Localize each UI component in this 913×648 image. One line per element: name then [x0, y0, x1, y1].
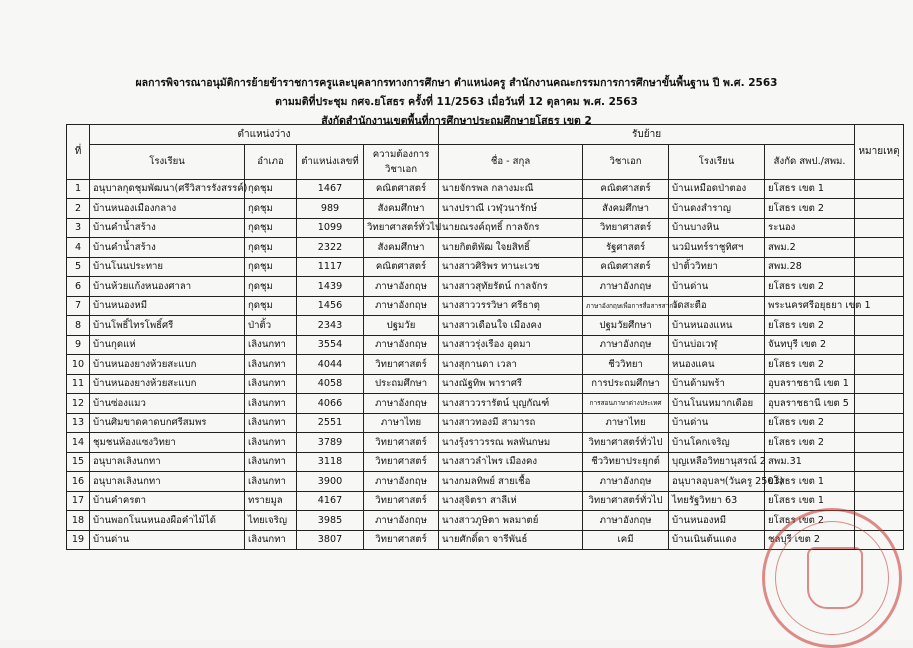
header-position-no: ตำแหน่งเลขที่	[297, 144, 364, 179]
table-row	[67, 277, 904, 297]
cell-requirement: สังคมศึกษา	[364, 238, 439, 258]
cell-from-school: ป่าติ้ววิทยา	[669, 257, 765, 277]
cell-requirement: ภาษาอังกฤษ	[364, 335, 439, 355]
cell-requirement: วิทยาศาสตร์	[364, 491, 439, 511]
cell-name: นายจักรพล กลางมะณี	[439, 179, 583, 199]
cell-from-school: ไทยรัฐวิทยา 63	[669, 491, 765, 511]
cell-name: นายณรงค์ฤทธิ์ กาลจักร	[439, 218, 583, 238]
cell-requirement: ภาษาอังกฤษ	[364, 472, 439, 492]
cell-position-no: 3554	[297, 335, 364, 355]
cell-major: ชีววิทยาประยุกต์	[583, 452, 669, 472]
cell-remark	[855, 199, 904, 219]
cell-requirement: ประถมศึกษา	[364, 374, 439, 394]
cell-name: นางสาวรุ่งเรือง อุดมา	[439, 335, 583, 355]
cell-major: วิทยาศาสตร์ทั่วไป	[583, 433, 669, 453]
cell-remark	[855, 491, 904, 511]
header-name: ชื่อ - สกุล	[439, 144, 583, 179]
header-requirement: ความต้องการ วิชาเอก	[364, 144, 439, 179]
cell-name: นางกมลทิพย์ สายเชื้อ	[439, 472, 583, 492]
cell-affiliation: ยโสธร เขต 2	[765, 316, 855, 336]
header-no: ที่	[67, 125, 90, 180]
cell-from-school: บ้านด่าน	[669, 413, 765, 433]
cell-name: นางรุ้งราวรรณ พลพันกษม	[439, 433, 583, 453]
cell-affiliation: สพม.28	[765, 257, 855, 277]
cell-position-no: 4058	[297, 374, 364, 394]
cell-major: ภาษาอังกฤษเพื่อการสื่อสารสากล	[583, 296, 669, 316]
cell-affiliation: ยโสธร เขต 1	[765, 472, 855, 492]
cell-affiliation: อุบลราชธานี เขต 5	[765, 394, 855, 414]
cell-name: นายกิตติพัฒ ใจยสิทธิ์	[439, 238, 583, 258]
cell-requirement: ภาษาอังกฤษ	[364, 394, 439, 414]
cell-district: เลิงนกทา	[245, 452, 297, 472]
cell-position-no: 4066	[297, 394, 364, 414]
cell-requirement: คณิตศาสตร์	[364, 257, 439, 277]
cell-from-school: บ้านโคกเจริญ	[669, 433, 765, 453]
cell-from-school: บ้านหนองหมี	[669, 511, 765, 531]
cell-school: บ้านห้วยแก้งหนองศาลา	[90, 277, 245, 297]
cell-position-no: 4044	[297, 355, 364, 375]
cell-major: วิทยาศาสตร์ทั่วไป	[583, 491, 669, 511]
header-from-school: โรงเรียน	[669, 144, 765, 179]
table-row	[67, 374, 904, 394]
cell-name: นางสาวสุทัยรัตน์ กาลจักร	[439, 277, 583, 297]
cell-from-school: บ้านบางหิน	[669, 218, 765, 238]
title-line-1: ผลการพิจารณาอนุมัติการย้ายข้าราชการครูและบุคลากรทางการศึกษา ตำแหน่งครู สำนักงานคณะกรรมการการศึกษาขั้นพื้นฐาน ปี พ.ศ. 2563	[135, 77, 778, 89]
cell-no: 14	[67, 433, 90, 453]
cell-no: 17	[67, 491, 90, 511]
cell-affiliation: อุบลราชธานี เขต 1	[765, 374, 855, 394]
cell-affiliation: ยโสธร เขต 1	[765, 179, 855, 199]
cell-remark	[855, 179, 904, 199]
cell-requirement: สังคมศึกษา	[364, 199, 439, 219]
cell-affiliation: ยโสธร เขต 2	[765, 199, 855, 219]
cell-position-no: 1439	[297, 277, 364, 297]
cell-position-no: 3985	[297, 511, 364, 531]
cell-position-no: 2551	[297, 413, 364, 433]
transfer-table	[66, 124, 904, 550]
cell-remark	[855, 433, 904, 453]
cell-no: 5	[67, 257, 90, 277]
table-body	[67, 179, 904, 550]
cell-remark	[855, 355, 904, 375]
cell-from-school: บ้านด้ามพร้า	[669, 374, 765, 394]
cell-major: ภาษาไทย	[583, 413, 669, 433]
cell-position-no: 2322	[297, 238, 364, 258]
cell-no: 4	[67, 238, 90, 258]
cell-remark	[855, 316, 904, 336]
cell-no: 2	[67, 199, 90, 219]
table-row	[67, 296, 904, 316]
cell-affiliation: ยโสธร เขต 2	[765, 413, 855, 433]
header-major: วิชาเอก	[583, 144, 669, 179]
cell-from-school: บ้านโนนหมากเดือย	[669, 394, 765, 414]
cell-position-no: 4167	[297, 491, 364, 511]
cell-no: 7	[67, 296, 90, 316]
cell-major: การประถมศึกษา	[583, 374, 669, 394]
header-receive-group: รับย้าย	[439, 125, 855, 145]
cell-from-school: หนองแคน	[669, 355, 765, 375]
cell-name: นางสาววรรวิษา ศรีธาตุ	[439, 296, 583, 316]
cell-name: นางสาววรารัตน์ บุญกัณฑ์	[439, 394, 583, 414]
cell-from-school: บ้านเนินต้นแดง	[669, 530, 765, 550]
cell-affiliation: ยโสธร เขต 2	[765, 355, 855, 375]
cell-school: บ้านกุดแห่	[90, 335, 245, 355]
cell-from-school: นวมินทร์ราชูทิศฯ	[669, 238, 765, 258]
table-row	[67, 413, 904, 433]
cell-school: อนุบาลกุดชุมพัฒนา(ศรีวิสารรังสรรค์)	[90, 179, 245, 199]
cell-requirement: วิทยาศาสตร์	[364, 355, 439, 375]
cell-from-school: บ้านหนองแหน	[669, 316, 765, 336]
header-remark: หมายเหตุ	[855, 125, 904, 180]
cell-affiliation: สพม.2	[765, 238, 855, 258]
cell-school: บ้านโนนประทาย	[90, 257, 245, 277]
cell-name: นางณัฐทิพ พาราศรี	[439, 374, 583, 394]
cell-affiliation: ยโสธร เขต 2	[765, 277, 855, 297]
cell-major: คณิตศาสตร์	[583, 179, 669, 199]
header-school: โรงเรียน	[90, 144, 245, 179]
cell-from-school: อนุบาลอุบลฯ(วันครู 2503)	[669, 472, 765, 492]
cell-district: เลิงนกทา	[245, 355, 297, 375]
cell-district: เลิงนกทา	[245, 374, 297, 394]
cell-requirement: วิทยาศาสตร์	[364, 433, 439, 453]
table-row	[67, 199, 904, 219]
cell-no: 10	[67, 355, 90, 375]
cell-affiliation: ยโสธร เขต 1	[765, 491, 855, 511]
cell-requirement: วิทยาศาสตร์ทั่วไป	[364, 218, 439, 238]
cell-name: นางสาวลำไพร เมืองคง	[439, 452, 583, 472]
cell-no: 6	[67, 277, 90, 297]
cell-district: เลิงนกทา	[245, 413, 297, 433]
cell-major: วิทยาศาสตร์	[583, 218, 669, 238]
cell-from-school: บุญเหลือวิทยานุสรณ์ 2	[669, 452, 765, 472]
cell-school: บ้านด่าน	[90, 530, 245, 550]
table-row	[67, 355, 904, 375]
cell-major: ปฐมวัยศึกษา	[583, 316, 669, 336]
cell-school: บ้านซ่องแมว	[90, 394, 245, 414]
cell-district: กุดชุม	[245, 238, 297, 258]
cell-from-school: บ้านด่าน	[669, 277, 765, 297]
cell-remark	[855, 277, 904, 297]
cell-school: บ้านพอกโนนหนองผือคำไม้ได้	[90, 511, 245, 531]
table-row	[67, 179, 904, 199]
cell-school: บ้านศิมขาดคาดบกศรีสมพร	[90, 413, 245, 433]
table-row	[67, 257, 904, 277]
cell-remark	[855, 374, 904, 394]
cell-name: นางสาวภูษิตา พลมาตย์	[439, 511, 583, 531]
table-row	[67, 394, 904, 414]
table-row	[67, 511, 904, 531]
cell-position-no: 3789	[297, 433, 364, 453]
cell-no: 18	[67, 511, 90, 531]
cell-remark	[855, 413, 904, 433]
cell-school: บ้านหนองยางห้วยสะแบก	[90, 374, 245, 394]
cell-school: บ้านคำน้ำสร้าง	[90, 218, 245, 238]
cell-affiliation: ระนอง	[765, 218, 855, 238]
cell-position-no: 1467	[297, 179, 364, 199]
cell-district: เลิงนกทา	[245, 335, 297, 355]
cell-no: 16	[67, 472, 90, 492]
table-row	[67, 452, 904, 472]
table-row	[67, 335, 904, 355]
cell-remark	[855, 257, 904, 277]
header-affiliation: สังกัด สพป./สพม.	[765, 144, 855, 179]
cell-no: 8	[67, 316, 90, 336]
cell-no: 1	[67, 179, 90, 199]
cell-district: ป่าติ้ว	[245, 316, 297, 336]
cell-major: ภาษาอังกฤษ	[583, 335, 669, 355]
cell-position-no: 3118	[297, 452, 364, 472]
cell-name: นางสาวเดือนใจ เมืองคง	[439, 316, 583, 336]
cell-remark	[855, 452, 904, 472]
cell-from-school: บ้านบ่อเวฬุ	[669, 335, 765, 355]
cell-requirement: วิทยาศาสตร์	[364, 530, 439, 550]
cell-position-no: 1117	[297, 257, 364, 277]
cell-affiliation: ยโสธร เขต 2	[765, 433, 855, 453]
cell-affiliation: ยโสธร เขต 2	[765, 511, 855, 531]
cell-school: บ้านคำน้ำสร้าง	[90, 238, 245, 258]
cell-requirement: คณิตศาสตร์	[364, 179, 439, 199]
cell-position-no: 1099	[297, 218, 364, 238]
cell-district: กุดชุม	[245, 257, 297, 277]
cell-school: ชุมชนห้องแซงวิทยา	[90, 433, 245, 453]
cell-affiliation: จันทบุรี เขต 2	[765, 335, 855, 355]
cell-requirement: ภาษาอังกฤษ	[364, 511, 439, 531]
cell-position-no: 3807	[297, 530, 364, 550]
cell-position-no: 1456	[297, 296, 364, 316]
table-row	[67, 218, 904, 238]
cell-district: เลิงนกทา	[245, 472, 297, 492]
cell-major: ภาษาอังกฤษ	[583, 472, 669, 492]
cell-name: นางสาวศิริพร ทานะเวช	[439, 257, 583, 277]
cell-district: กุดชุม	[245, 277, 297, 297]
cell-from-school: วัดสะตือ	[669, 296, 765, 316]
cell-school: บ้านโพธิ์ไทรโพธิ์ศรี	[90, 316, 245, 336]
cell-school: บ้านคำครตา	[90, 491, 245, 511]
header-vacancy-group: ตำแหน่งว่าง	[90, 125, 439, 145]
document-title-block	[0, 74, 913, 131]
cell-affiliation: สพม.31	[765, 452, 855, 472]
cell-major: ภาษาอังกฤษ	[583, 277, 669, 297]
cell-no: 15	[67, 452, 90, 472]
cell-affiliation: ชลบุรี เขต 2	[765, 530, 855, 550]
table-row	[67, 472, 904, 492]
cell-remark	[855, 238, 904, 258]
cell-remark	[855, 394, 904, 414]
cell-from-school: บ้านดงสำราญ	[669, 199, 765, 219]
official-seal-icon	[762, 508, 902, 648]
cell-name: นางสาวทองมี สามารถ	[439, 413, 583, 433]
cell-major: การสอนภาษาต่างประเทศ	[583, 394, 669, 414]
cell-affiliation: พระนครศรีอยุธยา เขต 1	[765, 296, 855, 316]
cell-school: บ้านหนองหมี	[90, 296, 245, 316]
cell-district: กุดชุม	[245, 179, 297, 199]
cell-no: 9	[67, 335, 90, 355]
cell-district: เลิงนกทา	[245, 530, 297, 550]
cell-school: บ้านหนองเมืองกลาง	[90, 199, 245, 219]
cell-no: 3	[67, 218, 90, 238]
table-row	[67, 491, 904, 511]
title-line-3: สังกัดสำนักงานเขตพื้นที่การศึกษาประถมศึกษายโสธร เขต 2	[321, 115, 592, 127]
cell-major: รัฐศาสตร์	[583, 238, 669, 258]
cell-district: กุดชุม	[245, 199, 297, 219]
table-row	[67, 433, 904, 453]
cell-no: 12	[67, 394, 90, 414]
cell-remark	[855, 335, 904, 355]
cell-school: อนุบาลเลิงนกทา	[90, 452, 245, 472]
cell-name: นางสุกานดา เวลา	[439, 355, 583, 375]
cell-no: 19	[67, 530, 90, 550]
cell-major: ภาษาอังกฤษ	[583, 511, 669, 531]
cell-name: นางปราณี เวฬุวนารักษ์	[439, 199, 583, 219]
cell-requirement: ภาษาอังกฤษ	[364, 296, 439, 316]
cell-district: ไทยเจริญ	[245, 511, 297, 531]
cell-school: อนุบาลเลิงนกทา	[90, 472, 245, 492]
cell-name: นายศักดิ์ดา จารีพันธ์	[439, 530, 583, 550]
cell-district: เลิงนกทา	[245, 394, 297, 414]
header-district: อำเภอ	[245, 144, 297, 179]
cell-position-no: 989	[297, 199, 364, 219]
cell-requirement: ปฐมวัย	[364, 316, 439, 336]
cell-requirement: ภาษาไทย	[364, 413, 439, 433]
cell-major: เคมี	[583, 530, 669, 550]
cell-no: 11	[67, 374, 90, 394]
cell-major: ชีววิทยา	[583, 355, 669, 375]
table-row	[67, 316, 904, 336]
title-line-2: ตามมติที่ประชุม กศจ.ยโสธร ครั้งที่ 11/2563 เมื่อวันที่ 12 ตุลาคม พ.ศ. 2563	[275, 96, 638, 108]
cell-district: เลิงนกทา	[245, 433, 297, 453]
cell-district: ทรายมูล	[245, 491, 297, 511]
cell-position-no: 2343	[297, 316, 364, 336]
cell-district: กุดชุม	[245, 296, 297, 316]
cell-position-no: 3900	[297, 472, 364, 492]
cell-major: คณิตศาสตร์	[583, 257, 669, 277]
cell-remark	[855, 218, 904, 238]
cell-major: สังคมศึกษา	[583, 199, 669, 219]
cell-remark	[855, 472, 904, 492]
cell-requirement: ภาษาอังกฤษ	[364, 277, 439, 297]
cell-name: นางสุจิตรา สาลีเห่	[439, 491, 583, 511]
cell-district: กุดชุม	[245, 218, 297, 238]
cell-requirement: วิทยาศาสตร์	[364, 452, 439, 472]
cell-from-school: บ้านเหมือดป่าตอง	[669, 179, 765, 199]
cell-school: บ้านหนองยางห้วยสะแบก	[90, 355, 245, 375]
table-row	[67, 238, 904, 258]
cell-no: 13	[67, 413, 90, 433]
